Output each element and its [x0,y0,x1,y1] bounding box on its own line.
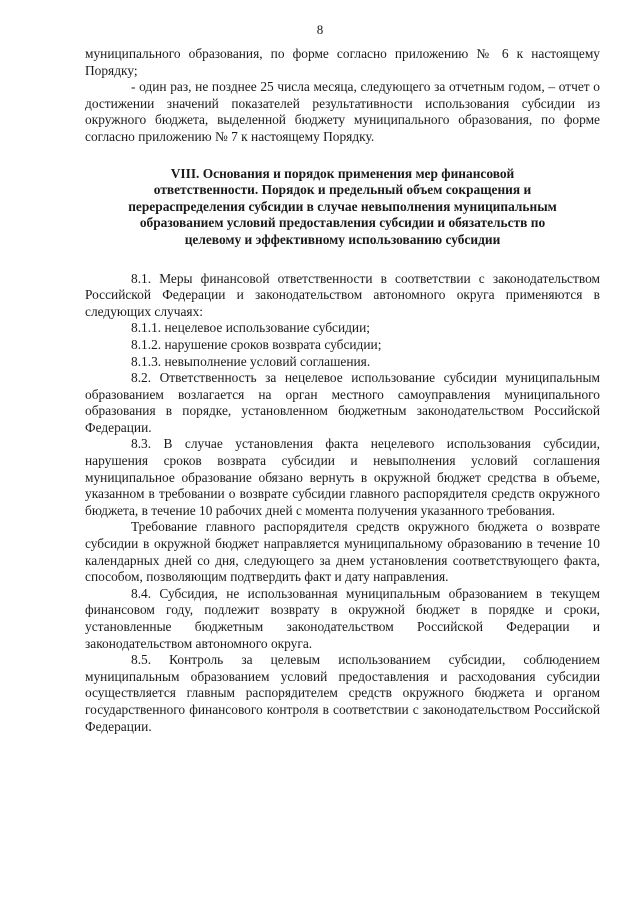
section-heading-line: VIII. Основания и порядок применения мер финансовой [170,165,515,181]
section-heading [85,166,600,249]
section-heading-line: перераспределения субсидии в случае невыполнения муниципальным [128,198,557,214]
paragraph-8-1-3: 8.1.3. невыполнение условий соглашения. [131,353,371,369]
section-heading-line: образованием условий предоставления субсидии и обязательств по [139,215,546,231]
paragraph-8-3: 8.3. В случае установления факта нецелевого использования субсидии, нарушения сроков возврата субсидии и невыполнения условий соглашения муниципальное образование обязано вернуть в окружной бюджет средства в объеме, указанном в требовании о возврате субсидии главного распорядителя средств окружного бюджета, в течение 10 рабочих дней с момента получения указанного требования. [85,436,600,518]
section-heading-line: ответственности. Порядок и предельный объем сокращения и [153,182,532,198]
paragraph-8-1-1: 8.1.1. нецелевое использование субсидии; [131,320,370,336]
paragraph-8-2: 8.2. Ответственность за нецелевое использование субсидии муниципальным образованием возлагается на орган местного самоуправления муниципального образования в порядке, установленном бюджетным законодательством Российской Федерации. [85,370,600,435]
paragraph-8-1: 8.1. Меры финансовой ответственности в соответствии с законодательством Российской Федерации и законодательством автономного округа применяются в следующих случаях: [85,270,600,319]
page-number: 8 [316,22,324,37]
document-body [85,46,600,735]
paragraph-8-5: 8.5. Контроль за целевым использованием субсидии, соблюдением муниципальным образованием условий предоставления и расходования субсидии осуществляется главным распорядителем средств окружного бюджета и органом государственного финансового контроля в соответствии с законодательством Российской Федерации. [85,652,600,734]
paragraph-8-3-requirement: Требование главного распорядителя средств окружного бюджета о возврате субсидии в окружной бюджет направляется муниципальному образованию в течение 10 календарных дней со дня, следующего за днем установления соответствующего факта, способом, позволяющим подтвердить факт и дату направления. [85,519,600,585]
section-heading-line: целевому и эффективному использованию субсидии [184,231,501,247]
paragraph-8-1-2: 8.1.2. нарушение сроков возврата субсидии; [131,336,382,352]
paragraph-8-4: 8.4. Субсидия, не использованная муниципальным образованием в текущем финансовом году, подлежит возврату в окружной бюджет в порядке и сроки, установленные бюджетным законодательством Российской Федерации и законодательством автономного округа. [85,585,600,651]
paragraph-intro-1: муниципального образования, по форме согласно приложению № 6 к настоящему Порядку; [85,46,600,78]
paragraph-intro-2: - один раз, не позднее 25 числа месяца, следующего за отчетным годом, – отчет о достижении значений показателей результативности использования субсидии из окружного бюджета, выделенной бюджету муниципального образования, по форме согласно приложению № 7 к настоящему Порядку. [85,79,600,144]
